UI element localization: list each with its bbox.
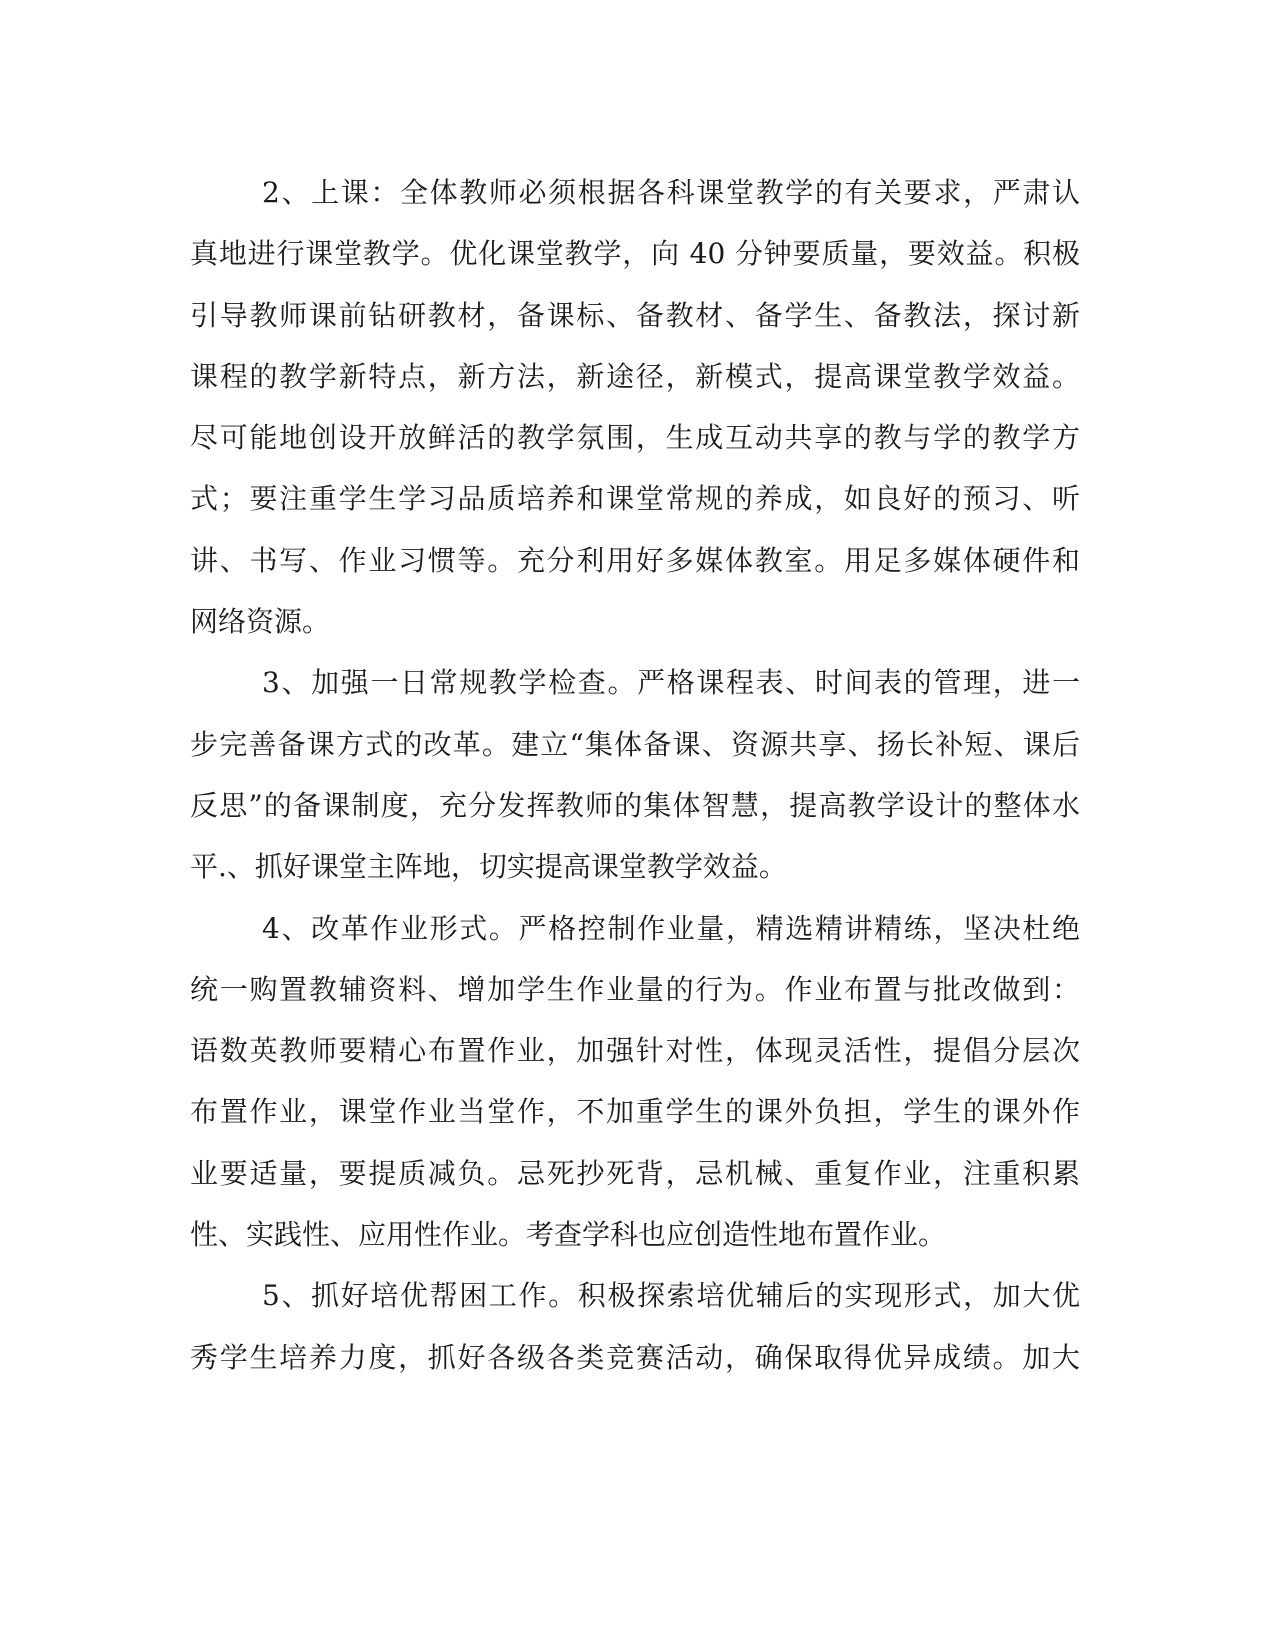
paragraph-2 [190, 162, 1080, 652]
text-line: 课程的教学新特点，新方法，新途径，新模式，提高课堂教学效益。 [190, 359, 1080, 393]
document-body [190, 162, 1080, 1388]
text-line: 秀学生培养力度，抓好各级各类竞赛活动，确保取得优异成绩。加大 [190, 1340, 1080, 1374]
text-line: 5、抓好培优帮困工作。积极探索培优辅后的实现形式，加大优 [262, 1279, 1080, 1313]
text-line: 布置作业，课堂作业当堂作，不加重学生的课外负担，学生的课外作 [190, 1095, 1080, 1129]
paragraph-4 [190, 898, 1080, 1266]
text-line: 业要适量，要提质减负。忌死抄死背，忌机械、重复作业，注重积累 [190, 1156, 1080, 1190]
text-line: 引导教师课前钻研教材，备课标、备教材、备学生、备教法，探讨新 [190, 298, 1080, 332]
text-line: 4、改革作业形式。严格控制作业量，精选精讲精练，坚决杜绝 [262, 911, 1080, 945]
paragraph-3 [190, 652, 1080, 897]
text-line: 反思”的备课制度，充分发挥教师的集体智慧，提高教学设计的整体水 [190, 788, 1080, 822]
text-line: 2、上课：全体教师必须根据各科课堂教学的有关要求，严肃认 [262, 176, 1080, 209]
text-line: 网络资源。 [190, 605, 331, 639]
text-line: 统一购置教辅资料、增加学生作业量的行为。作业布置与批改做到： [190, 972, 1080, 1006]
text-line: 平.、抓好课堂主阵地，切实提高课堂教学效益。 [190, 850, 787, 884]
paragraph-5 [190, 1265, 1080, 1388]
text-line: 式；要注重学生学习品质培养和课堂常规的养成，如良好的预习、听 [190, 482, 1080, 516]
text-line: 尽可能地创设开放鲜活的教学氛围，生成互动共享的教与学的教学方 [190, 421, 1080, 455]
text-line: 真地进行课堂教学。优化课堂教学，向 40 分钟要质量，要效益。积极 [190, 237, 1080, 271]
text-line: 语数英教师要精心布置作业，加强针对性，体现灵活性，提倡分层次 [190, 1034, 1080, 1068]
text-line: 步完善备课方式的改革。建立“集体备课、资源共享、扬长补短、课后 [190, 727, 1080, 761]
text-line: 3、加强一日常规教学检查。严格课程表、时间表的管理，进一 [262, 666, 1080, 700]
text-line: 讲、书写、作业习惯等。充分利用好多媒体教室。用足多媒体硬件和 [190, 543, 1080, 577]
text-line: 性、实践性、应用性作业。考查学科也应创造性地布置作业。 [190, 1218, 947, 1252]
